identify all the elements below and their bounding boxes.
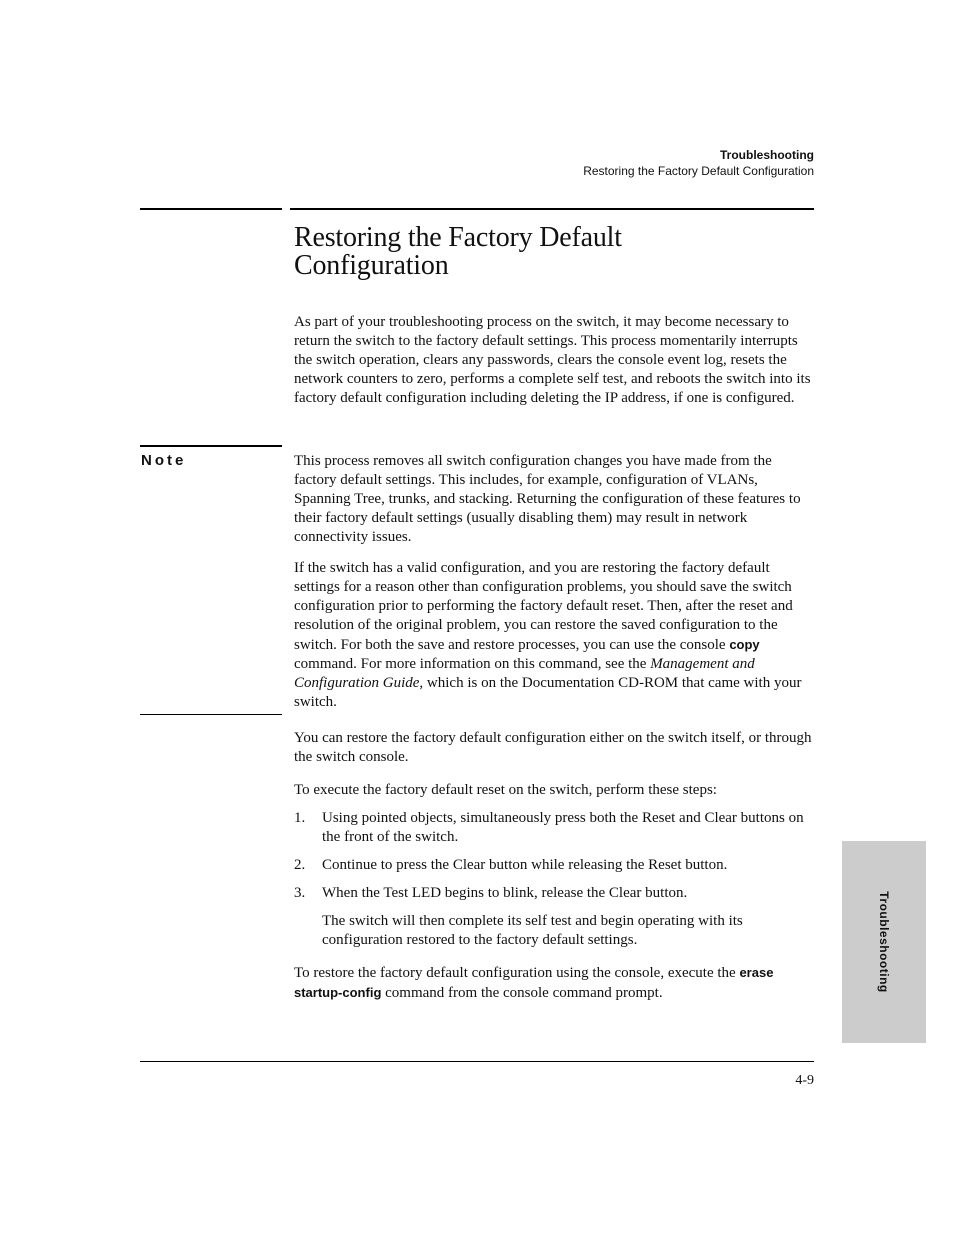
- page-title-line2: Configuration: [294, 250, 449, 281]
- erase-startup-config-command: erase startup-config: [294, 965, 774, 1000]
- intro-block: [294, 313, 814, 408]
- body-paragraph-2: To execute the factory default reset on the switch, perform these steps:: [294, 782, 717, 798]
- note-guide-title: Management and Configuration Guide: [294, 656, 755, 691]
- body-paragraph-3-text-b: command from the console command prompt.: [381, 985, 663, 1001]
- page-title: [294, 224, 814, 280]
- step-1: [294, 809, 814, 847]
- chapter-side-tab: [842, 841, 926, 1043]
- step-3: [294, 884, 814, 903]
- note-block: [294, 452, 814, 712]
- body-paragraph-3: [294, 963, 814, 1003]
- top-rule-left: [140, 208, 282, 210]
- note-copy-command: copy: [729, 637, 760, 652]
- step-3-followup: The switch will then complete its self test and begin operating with its configuration restored to the factory default settings.: [322, 913, 743, 948]
- steps-list: [294, 809, 814, 950]
- note-paragraph-2-text-b: command. For more information on this command, see the: [294, 656, 651, 672]
- note-paragraph-1: This process removes all switch configuration changes you have made from the factory default settings. This includes, for example, configuration of VLANs, Spanning Tree, trunks, and stacking. Returning the configuration of these features to their factory default settings (usually disabling them) may result in network connectivity issues.: [294, 453, 801, 545]
- footer-rule: [140, 1061, 814, 1062]
- step-2-number: 2.: [294, 857, 306, 873]
- step-2-text: Continue to press the Clear button while releasing the Reset button.: [322, 857, 728, 873]
- step-2: [294, 856, 814, 875]
- running-header: [583, 147, 814, 179]
- header-section: Restoring the Factory Default Configuration: [583, 164, 814, 178]
- note-top-rule: [140, 445, 282, 447]
- header-chapter: Troubleshooting: [720, 148, 814, 162]
- note-paragraph-2: [294, 559, 814, 712]
- body-paragraph-3-text-a: To restore the factory default configuration using the console, execute the: [294, 965, 740, 981]
- body-paragraph-1: You can restore the factory default configuration either on the switch itself, or through the switch console.: [294, 730, 812, 765]
- note-label: Note: [141, 452, 187, 469]
- chapter-side-tab-label: Troubleshooting: [877, 891, 891, 993]
- step-3-text: When the Test LED begins to blink, release the Clear button.: [322, 885, 688, 901]
- note-paragraph-2-text-a: If the switch has a valid configuration, and you are restoring the factory default settings for a reason other than configuration problems, you should save the switch configuration prior to performing the factory default reset. Then, after the reset and resolution of the original problem, you can restore the saved configuration to the switch. For both the save and restore processes, you can use the console: [294, 560, 793, 653]
- top-rule-main: [290, 208, 814, 210]
- step-1-number: 1.: [294, 810, 306, 826]
- page-title-line1: Restoring the Factory Default: [294, 222, 622, 253]
- main-body: [294, 729, 814, 1003]
- step-1-text: Using pointed objects, simultaneously press both the Reset and Clear buttons on the front of the switch.: [322, 810, 804, 845]
- note-bottom-rule: [140, 714, 282, 715]
- intro-paragraph: As part of your troubleshooting process on the switch, it may become necessary to return the switch to the factory default settings. This process momentarily interrupts the switch operation, clears any passwords, clears the console event log, resets the network counters to zero, performs a complete self test, and reboots the switch into its factory default configuration including deleting the IP address, if one is configured.: [294, 314, 811, 406]
- page-number: 4-9: [795, 1073, 814, 1088]
- step-3-number: 3.: [294, 885, 306, 901]
- note-paragraph-2-text-c: , which is on the Documentation CD-ROM that came with your switch.: [294, 675, 802, 710]
